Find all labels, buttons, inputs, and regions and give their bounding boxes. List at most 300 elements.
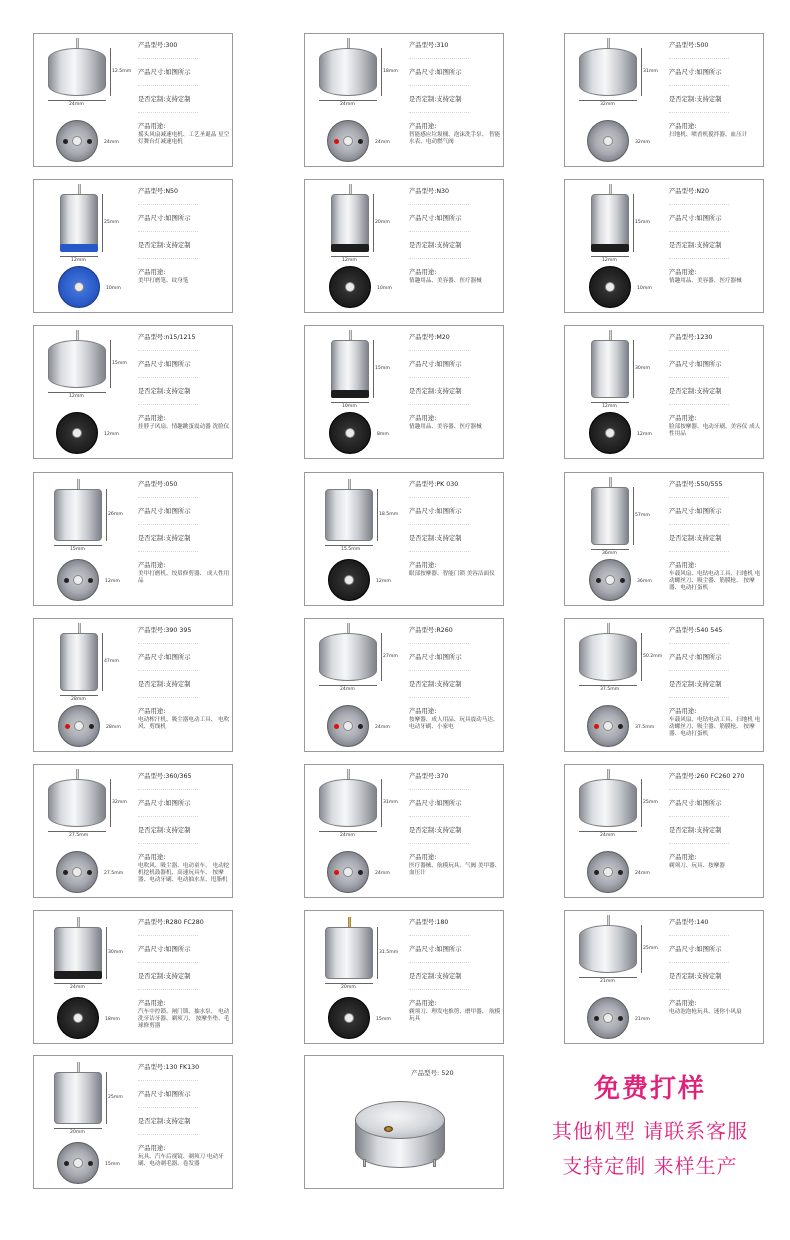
motor-image bbox=[305, 473, 405, 606]
product-info bbox=[409, 627, 503, 731]
divider bbox=[669, 551, 729, 552]
product-card[interactable] bbox=[33, 764, 233, 898]
terminal-dot-icon bbox=[596, 578, 601, 583]
product-usage-text: 电吹风、吸尘器、电动童车、 电动挖机挖机鼓器机、高速玩具车、 按摩器、电动牙刷、电动抽水泵、甩脂机 bbox=[138, 863, 230, 884]
product-info bbox=[409, 188, 503, 285]
divider bbox=[409, 524, 469, 525]
product-model bbox=[409, 481, 503, 489]
product-model bbox=[409, 773, 503, 781]
product-info bbox=[669, 334, 763, 438]
product-usage-label: 产品用途: bbox=[138, 1000, 166, 1007]
product-info bbox=[138, 481, 232, 585]
motor-image bbox=[34, 619, 134, 752]
model-value: 500 bbox=[696, 42, 709, 49]
product-card[interactable] bbox=[304, 33, 504, 167]
product-card[interactable] bbox=[564, 33, 764, 167]
product-size: 产品尺寸:如图所示 bbox=[669, 946, 722, 953]
height-dimension-label: 47mm bbox=[104, 659, 119, 664]
shaft-hub-icon bbox=[605, 282, 615, 292]
divider bbox=[669, 843, 729, 844]
motor-image bbox=[305, 326, 405, 459]
product-usage-label: 产品用途: bbox=[138, 708, 166, 715]
motor-end-view-image bbox=[58, 266, 100, 308]
model-label: 产品型号: bbox=[669, 481, 697, 488]
model-label: 产品型号: bbox=[669, 773, 697, 780]
height-dimension-label: 18mm bbox=[383, 69, 398, 74]
divider bbox=[409, 231, 469, 232]
width-dimension-label: 12mm bbox=[602, 404, 617, 409]
end-diameter-label: 24mm bbox=[104, 140, 119, 145]
height-dimension-label: 30mm bbox=[635, 366, 650, 371]
product-card[interactable] bbox=[33, 325, 233, 459]
product-model bbox=[409, 188, 503, 196]
divider bbox=[138, 816, 198, 817]
divider bbox=[669, 989, 729, 990]
motor-image bbox=[34, 180, 134, 313]
product-customization: 是否定制:支持定制 bbox=[138, 681, 191, 688]
height-dimension-line bbox=[633, 487, 634, 545]
motor-end-view-image bbox=[57, 1142, 99, 1184]
terminal-dot-icon bbox=[594, 870, 599, 875]
product-usage-label: 产品用途: bbox=[669, 415, 697, 422]
divider bbox=[669, 816, 729, 817]
motor-image bbox=[34, 765, 134, 898]
product-customization: 是否定制:支持定制 bbox=[669, 973, 722, 980]
product-card[interactable] bbox=[33, 33, 233, 167]
product-usage-label: 产品用途: bbox=[669, 123, 697, 130]
product-card[interactable] bbox=[33, 472, 233, 606]
product-model bbox=[138, 334, 232, 342]
product-size: 产品尺寸:如图所示 bbox=[138, 800, 191, 807]
product-usage-text: 挂脖子风扇、情趣跳蛋震动器 洗脸仪 bbox=[138, 424, 230, 430]
product-size: 产品尺寸:如图所示 bbox=[138, 508, 191, 515]
model-label: 产品型号: bbox=[409, 42, 437, 49]
product-model bbox=[409, 42, 503, 50]
product-customization: 是否定制:支持定制 bbox=[409, 388, 462, 395]
product-usage-text: 脸部按摩器、电动牙刷、美容仪 成人性用品 bbox=[669, 424, 761, 438]
end-diameter-label: 24mm bbox=[375, 871, 390, 876]
product-model bbox=[669, 919, 763, 927]
terminal-pin-icon bbox=[433, 1159, 436, 1167]
motor-end-view-image bbox=[327, 120, 369, 162]
shaft-hub-icon bbox=[605, 575, 615, 585]
product-model bbox=[669, 481, 763, 489]
promo-contact-service: 其他机型 请联系客服 bbox=[551, 1119, 749, 1143]
width-dimension-label: 24mm bbox=[69, 102, 84, 107]
motor-end-view-image bbox=[329, 266, 371, 308]
divider bbox=[138, 789, 198, 790]
end-diameter-label: 24mm bbox=[635, 871, 650, 876]
height-dimension-line bbox=[373, 340, 374, 398]
product-usage-text: 美甲打磨机、绞眉修剪器、 成人性用品 bbox=[138, 571, 230, 585]
divider bbox=[138, 843, 198, 844]
product-size: 产品尺寸:如图所示 bbox=[409, 946, 462, 953]
divider bbox=[138, 204, 198, 205]
motor-endcap-image bbox=[591, 244, 629, 252]
motor-body-image bbox=[325, 489, 373, 541]
product-usage-text: 电动泡泡枪玩具、迷你小风扇 bbox=[669, 1009, 742, 1015]
motor-body-image bbox=[54, 1072, 102, 1124]
shaft-hub-icon bbox=[345, 428, 355, 438]
width-dimension-label: 12mm bbox=[342, 258, 357, 263]
divider bbox=[138, 231, 198, 232]
divider bbox=[138, 350, 198, 351]
motor-image bbox=[305, 765, 405, 898]
model-value: 300 bbox=[165, 42, 178, 49]
model-value: N20 bbox=[696, 188, 710, 195]
height-dimension-label: 15mm bbox=[635, 220, 650, 225]
height-dimension-line bbox=[110, 779, 111, 827]
motor-image bbox=[565, 34, 665, 167]
divider bbox=[669, 935, 729, 936]
promo-custom-production: 支持定制 来样生产 bbox=[562, 1154, 738, 1178]
product-usage-label: 产品用途: bbox=[138, 415, 166, 422]
model-value: 360/365 bbox=[165, 773, 192, 780]
height-dimension-label: 20mm bbox=[375, 220, 390, 225]
terminal-dot-icon bbox=[334, 870, 339, 875]
height-dimension-line bbox=[641, 48, 642, 96]
model-value: 390 395 bbox=[165, 627, 192, 634]
product-size: 产品尺寸:如图所示 bbox=[669, 508, 722, 515]
divider bbox=[669, 112, 729, 113]
height-dimension-label: 31.5mm bbox=[379, 950, 399, 955]
width-dimension-label: 10mm bbox=[342, 404, 357, 409]
height-dimension-label: 15mm bbox=[375, 366, 390, 371]
divider bbox=[138, 551, 198, 552]
motor-body-image bbox=[319, 48, 377, 96]
product-usage-label: 产品用途: bbox=[669, 854, 697, 861]
motor-body-image bbox=[319, 779, 377, 827]
product-info bbox=[138, 334, 232, 431]
product-card[interactable] bbox=[33, 618, 233, 752]
shaft-hub-icon bbox=[344, 1013, 354, 1023]
motor-body-image bbox=[579, 633, 637, 681]
product-customization: 是否定制:支持定制 bbox=[409, 535, 462, 542]
product-usage-text: 按摩器、成人用品、玩具震动马达、 电动牙刷、小家电 bbox=[409, 717, 499, 731]
product-usage-text: 汽车中控锁、闸门锁、抽水泵、 电动洗牙洁牙器、剃须刀、 按摩坐垫、毛球修剪器 bbox=[138, 1009, 230, 1030]
motor-end-view-image bbox=[328, 997, 370, 1039]
motor-body-image bbox=[48, 340, 106, 388]
product-card[interactable] bbox=[304, 472, 504, 606]
product-card[interactable] bbox=[564, 325, 764, 459]
product-customization: 是否定制:支持定制 bbox=[669, 827, 722, 834]
height-dimension-label: 25mm bbox=[643, 946, 658, 951]
product-customization: 是否定制:支持定制 bbox=[138, 827, 191, 834]
motor-endcap-image bbox=[60, 244, 98, 252]
product-usage-label: 产品用途: bbox=[669, 269, 697, 276]
terminal-dot-icon bbox=[64, 1161, 69, 1166]
width-dimension-line bbox=[48, 392, 106, 393]
product-size: 产品尺寸:如图所示 bbox=[669, 361, 722, 368]
motor-endcap-image bbox=[331, 244, 369, 252]
product-size: 产品尺寸:如图所示 bbox=[669, 654, 722, 661]
terminal-dot-icon bbox=[334, 724, 339, 729]
product-model bbox=[138, 919, 232, 927]
terminal-dot-icon bbox=[594, 1016, 599, 1021]
motor-body-image bbox=[325, 927, 373, 979]
product-usage-label: 产品用途: bbox=[138, 1145, 166, 1152]
product-size: 产品尺寸:如图所示 bbox=[409, 215, 462, 222]
height-dimension-line bbox=[106, 489, 107, 541]
motor-body-image bbox=[48, 48, 106, 96]
product-usage-label: 产品用途: bbox=[138, 854, 166, 861]
shaft-hub-icon bbox=[74, 282, 84, 292]
model-value: 540 545 bbox=[696, 627, 723, 634]
end-diameter-label: 10mm bbox=[377, 286, 392, 291]
model-label: 产品型号: bbox=[138, 1064, 166, 1071]
product-card[interactable] bbox=[304, 179, 504, 313]
product-info bbox=[409, 773, 503, 877]
model-label: 产品型号: bbox=[409, 334, 437, 341]
product-card[interactable] bbox=[33, 179, 233, 313]
product-info bbox=[138, 188, 232, 285]
width-dimension-line bbox=[591, 402, 629, 403]
motor-image bbox=[565, 765, 665, 898]
product-model bbox=[138, 1064, 232, 1072]
width-dimension-label: 12mm bbox=[71, 258, 86, 263]
motor-body-image bbox=[591, 487, 629, 545]
motor-image bbox=[565, 619, 665, 752]
motor-image bbox=[565, 473, 665, 606]
motor-body-image bbox=[591, 340, 629, 398]
motor-image bbox=[305, 34, 405, 167]
shaft-hub-icon bbox=[74, 721, 84, 731]
product-size: 产品尺寸:如图所示 bbox=[138, 1091, 191, 1098]
height-dimension-label: 25mm bbox=[104, 220, 119, 225]
shaft-hub-icon bbox=[605, 428, 615, 438]
product-model bbox=[138, 773, 232, 781]
product-size: 产品尺寸:如图所示 bbox=[409, 69, 462, 76]
shaft-hub-icon bbox=[343, 136, 353, 146]
height-dimension-line bbox=[633, 340, 634, 398]
model-value: n15/1215 bbox=[165, 334, 196, 341]
product-usage-label: 产品用途: bbox=[409, 415, 437, 422]
model-label: 产品型号: bbox=[138, 773, 166, 780]
product-usage-text: 扫地机、喷香机搅拌器、血压计 bbox=[669, 132, 748, 138]
width-dimension-label: 28mm bbox=[71, 697, 86, 702]
product-card[interactable] bbox=[304, 325, 504, 459]
divider bbox=[409, 85, 469, 86]
motor-body-image bbox=[319, 633, 377, 681]
divider bbox=[669, 204, 729, 205]
end-diameter-label: 27.5mm bbox=[104, 871, 124, 876]
height-dimension-line bbox=[110, 48, 111, 96]
motor-end-view-image bbox=[587, 997, 629, 1039]
divider bbox=[409, 962, 469, 963]
height-dimension-label: 18.5mm bbox=[379, 512, 399, 517]
model-label: 产品型号: bbox=[669, 919, 697, 926]
shaft-hub-icon bbox=[72, 136, 82, 146]
terminal-dot-icon bbox=[358, 139, 363, 144]
motor-end-view-image bbox=[56, 120, 98, 162]
product-card[interactable] bbox=[33, 1055, 233, 1189]
width-dimension-label: 27.5mm bbox=[69, 833, 89, 838]
divider bbox=[409, 204, 469, 205]
product-model bbox=[669, 188, 763, 196]
product-info bbox=[669, 773, 763, 870]
product-model bbox=[669, 773, 763, 781]
width-dimension-line bbox=[319, 685, 377, 686]
divider bbox=[669, 789, 729, 790]
product-info bbox=[138, 627, 232, 731]
divider bbox=[138, 112, 198, 113]
model-label: 产品型号: bbox=[138, 42, 166, 49]
product-usage-text: 车载风扇、电钻电动工具、扫地机 电动螺丝刀、吸尘器、筋膜枪、 按摩器、电动打蛋机 bbox=[669, 717, 761, 738]
product-usage-text: 车载风扇、电钻电动工具、扫地机 电动螺丝刀、吸尘器、筋膜枪、 按摩器、电动打蛋机 bbox=[669, 571, 761, 592]
product-card[interactable] bbox=[33, 910, 233, 1044]
product-model bbox=[669, 334, 763, 342]
motor-body-image bbox=[579, 925, 637, 973]
product-card[interactable] bbox=[304, 618, 504, 752]
product-model bbox=[669, 42, 763, 50]
terminal-dot-icon bbox=[620, 578, 625, 583]
product-usage-text: 情趣用品、美容器、医疗器械 bbox=[669, 278, 742, 284]
model-label: 产品型号: bbox=[409, 188, 437, 195]
end-diameter-label: 10mm bbox=[637, 286, 652, 291]
special-model-label: 产品型号: 520 bbox=[411, 1069, 454, 1077]
product-usage-text: 眼部按摩器、智能门锁 美容洁面仪 bbox=[409, 571, 495, 577]
terminal-pin-icon bbox=[363, 1159, 366, 1167]
motor-end-view-image bbox=[589, 559, 631, 601]
model-label: 产品型号: bbox=[409, 481, 437, 488]
divider bbox=[669, 85, 729, 86]
height-dimension-label: 32mm bbox=[112, 800, 127, 805]
model-label: 产品型号: bbox=[138, 481, 166, 488]
motor-image bbox=[565, 911, 665, 1044]
product-usage-label: 产品用途: bbox=[409, 708, 437, 715]
divider bbox=[138, 85, 198, 86]
product-customization: 是否定制:支持定制 bbox=[138, 535, 191, 542]
divider bbox=[138, 524, 198, 525]
divider bbox=[409, 551, 469, 552]
width-dimension-line bbox=[579, 100, 637, 101]
width-dimension-line bbox=[60, 695, 98, 696]
motor-image bbox=[565, 326, 665, 459]
height-dimension-label: 25mm bbox=[108, 1095, 123, 1100]
motor-body-image bbox=[60, 633, 98, 691]
motor-endcap-image bbox=[54, 971, 102, 979]
product-usage-text: 情趣用品、美容器、医疗器械 bbox=[409, 278, 482, 284]
divider bbox=[138, 935, 198, 936]
product-size: 产品尺寸:如图所示 bbox=[409, 800, 462, 807]
width-dimension-line bbox=[591, 256, 629, 257]
product-info bbox=[669, 42, 763, 139]
height-dimension-line bbox=[377, 489, 378, 541]
terminal-dot-icon bbox=[63, 870, 68, 875]
product-usage-text: 电动榨汁机、吸尘器电动工具、 电吹风、剪线机 bbox=[138, 717, 230, 731]
height-dimension-line bbox=[641, 633, 642, 681]
product-info bbox=[669, 919, 763, 1016]
product-card[interactable] bbox=[304, 910, 504, 1044]
end-diameter-label: 21mm bbox=[635, 1017, 650, 1022]
product-customization: 是否定制:支持定制 bbox=[409, 242, 462, 249]
divider bbox=[409, 643, 469, 644]
shaft-hub-icon bbox=[343, 867, 353, 877]
height-dimension-label: 26mm bbox=[108, 512, 123, 517]
product-customization: 是否定制:支持定制 bbox=[409, 96, 462, 103]
product-card[interactable] bbox=[564, 764, 764, 898]
end-diameter-label: 8mm bbox=[377, 432, 389, 437]
product-usage-label: 产品用途: bbox=[138, 562, 166, 569]
promo-block bbox=[520, 1068, 780, 1179]
height-dimension-label: 50.2mm bbox=[643, 654, 663, 659]
height-dimension-label: 25mm bbox=[643, 800, 658, 805]
terminal-dot-icon bbox=[358, 724, 363, 729]
shaft-hub-icon bbox=[344, 575, 354, 585]
divider bbox=[138, 377, 198, 378]
product-card[interactable] bbox=[564, 618, 764, 752]
width-dimension-line bbox=[579, 977, 637, 978]
product-model bbox=[138, 188, 232, 196]
product-info bbox=[409, 919, 503, 1023]
divider bbox=[409, 816, 469, 817]
end-diameter-label: 10mm bbox=[106, 286, 121, 291]
width-dimension-line bbox=[48, 100, 106, 101]
product-info bbox=[138, 42, 232, 146]
motor-end-view-image bbox=[589, 412, 631, 454]
product-info bbox=[409, 481, 503, 578]
motor-end-view-image bbox=[58, 705, 100, 747]
product-usage-text: 美甲打磨笔、纹身笔 bbox=[138, 278, 189, 284]
product-info bbox=[409, 42, 503, 146]
terminal-dot-icon bbox=[334, 139, 339, 144]
height-dimension-label: 15mm bbox=[112, 361, 127, 366]
product-customization: 是否定制:支持定制 bbox=[138, 1118, 191, 1125]
height-dimension-label: 31mm bbox=[383, 800, 398, 805]
end-diameter-label: 24mm bbox=[375, 140, 390, 145]
product-card-520[interactable] bbox=[304, 1055, 504, 1189]
height-dimension-label: 31mm bbox=[643, 69, 658, 74]
width-dimension-line bbox=[60, 256, 98, 257]
model-value: M20 bbox=[436, 334, 450, 341]
motor-end-view-image bbox=[589, 266, 631, 308]
divider bbox=[138, 1107, 198, 1108]
model-value: R280 FC280 bbox=[165, 919, 204, 926]
shaft-hub-icon bbox=[603, 721, 613, 731]
product-card[interactable] bbox=[564, 179, 764, 313]
terminal-dot-icon bbox=[88, 578, 93, 583]
product-customization: 是否定制:支持定制 bbox=[409, 681, 462, 688]
product-card[interactable] bbox=[564, 472, 764, 606]
product-card[interactable] bbox=[304, 764, 504, 898]
width-dimension-label: 15.5mm bbox=[341, 547, 361, 552]
product-usage-text: 摇头风扇减速电机、工艺圣诞品 星空灯舞台灯减速电机 bbox=[138, 132, 230, 146]
terminal-dot-icon bbox=[89, 724, 94, 729]
model-value: 310 bbox=[436, 42, 449, 49]
product-size: 产品尺寸:如图所示 bbox=[409, 654, 462, 661]
product-card[interactable] bbox=[564, 910, 764, 1044]
motor-end-view-image bbox=[56, 412, 98, 454]
height-dimension-line bbox=[110, 340, 111, 388]
end-diameter-label: 28mm bbox=[106, 725, 121, 730]
terminal-dot-icon bbox=[358, 870, 363, 875]
divider bbox=[669, 497, 729, 498]
model-value: PK 030 bbox=[436, 481, 459, 488]
product-model bbox=[138, 42, 232, 50]
product-size: 产品尺寸:如图所示 bbox=[409, 361, 462, 368]
model-value: 550/555 bbox=[696, 481, 723, 488]
divider bbox=[409, 112, 469, 113]
height-dimension-line bbox=[381, 779, 382, 827]
divider bbox=[138, 258, 198, 259]
product-usage-text: 智能感应垃圾桶、泡沫洗手泵、 智能水表、电动燃气阀 bbox=[409, 132, 501, 146]
motor-endcap-image bbox=[331, 390, 369, 398]
model-value: 260 FC260 270 bbox=[696, 773, 745, 780]
product-size: 产品尺寸:如图所示 bbox=[669, 69, 722, 76]
terminal-dot-icon bbox=[618, 724, 623, 729]
width-dimension-label: 37.5mm bbox=[600, 687, 620, 692]
divider bbox=[138, 1134, 198, 1135]
